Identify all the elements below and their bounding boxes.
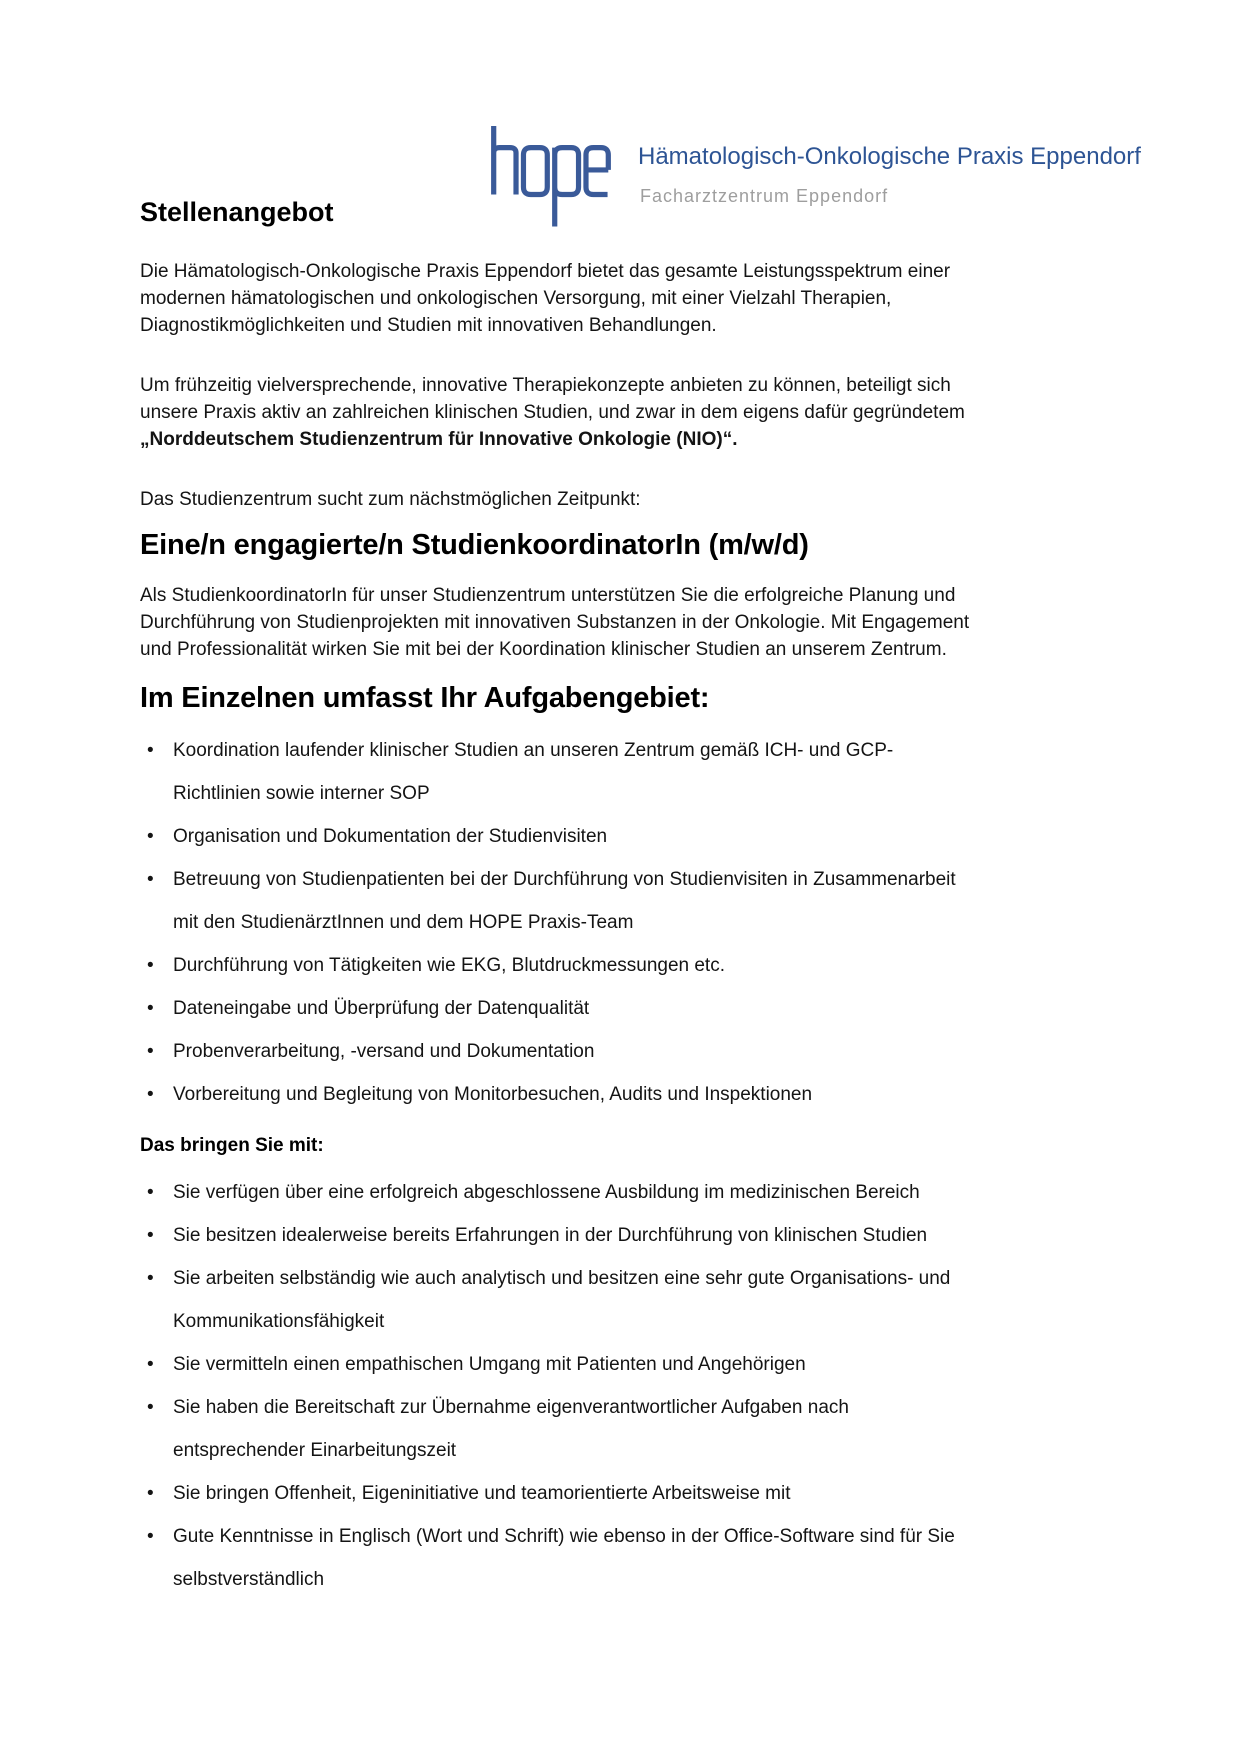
document-body [140, 258, 970, 1601]
profile-list-item: • Sie verfügen über eine erfolgreich abgeschlossene Ausbildung im medizinischen Bereich [140, 1171, 970, 1214]
profile-list-item: • Sie haben die Bereitschaft zur Übernahme eigenverantwortlicher Aufgaben nach entsprechender Einarbeitungszeit [140, 1386, 970, 1472]
profile-list-item: • Sie bringen Offenheit, Eigeninitiative und teamorientierte Arbeitsweise mit [140, 1472, 970, 1515]
position-description: Als StudienkoordinatorIn für unser Studienzentrum unterstützen Sie die erfolgreiche Planung und Durchführung von Studienprojekten mit innovativen Substanzen in der Onkologie. Mit Engagement und Professionalität wirken Sie mit bei der Koordination klinischer Studien an unserem Zentrum. [140, 585, 970, 660]
task-list-item: • Durchführung von Tätigkeiten wie EKG, Blutdruckmessungen etc. [140, 944, 970, 987]
page-header [0, 0, 1240, 258]
task-list-item: • Organisation und Dokumentation der Studienvisiten [140, 815, 970, 858]
task-list-item: • Koordination laufender klinischer Studien an unseren Zentrum gemäß ICH- und GCP-Richtlinien sowie interner SOP [140, 729, 970, 815]
tasks-heading: Im Einzelnen umfasst Ihr Aufgabengebiet: [140, 682, 710, 714]
task-list-item: • Betreuung von Studienpatienten bei der Durchführung von Studienvisiten in Zusammenarbeit mit den StudienärztInnen und dem HOPE Praxis-Team [140, 858, 970, 944]
intro-paragraph-2 [140, 372, 970, 453]
profile-list [140, 1171, 970, 1601]
lead-in-line: Das Studienzentrum sucht zum nächstmöglichen Zeitpunkt: [140, 489, 641, 510]
profile-heading: Das bringen Sie mit: [140, 1135, 324, 1156]
profile-list-item: • Sie besitzen idealerweise bereits Erfahrungen in der Durchführung von klinischen Studien [140, 1214, 970, 1257]
profile-list-item: • Sie vermitteln einen empathischen Umgang mit Patienten und Angehörigen [140, 1343, 970, 1386]
position-heading: Eine/n engagierte/n StudienkoordinatorIn (m/w/d) [140, 529, 809, 561]
intro-paragraph-1: Die Hämatologisch-Onkologische Praxis Eppendorf bietet das gesamte Leistungsspektrum einer modernen hämatologischen und onkologischen Versorgung, mit einer Vielzahl Therapien, Diagnostikmöglichkeiten und Studien mit innovativen Behandlungen. [140, 261, 951, 336]
task-list-item: • Dateneingabe und Überprüfung der Datenqualität [140, 987, 970, 1030]
profile-list-item: • Sie arbeiten selbständig wie auch analytisch und besitzen eine sehr gute Organisations- und Kommunikationsfähigkeit [140, 1257, 970, 1343]
profile-list-item: • Gute Kenntnisse in Englisch (Wort und Schrift) wie ebenso in der Office-Software sind für Sie selbstverständlich [140, 1515, 970, 1601]
company-name: Hämatologisch-Onkologische Praxis Eppendorf [638, 143, 1141, 170]
company-tagline: Facharztzentrum Eppendorf [640, 186, 889, 206]
study-center-name: „Norddeutschem Studienzentrum für Innovative Onkologie (NIO)“. [140, 429, 738, 450]
intro-paragraph-2-text: Um frühzeitig vielversprechende, innovative Therapiekonzepte anbieten zu können, beteiligt sich unsere Praxis aktiv an zahlreichen klinischen Studien, und zwar in dem eigens dafür gegründetem [140, 375, 965, 423]
hope-logo-icon [487, 121, 615, 233]
task-list-item: • Probenverarbeitung, -versand und Dokumentation [140, 1030, 970, 1073]
tasks-list [140, 729, 970, 1116]
page-title: Stellenangebot [140, 197, 334, 227]
task-list-item: • Vorbereitung und Begleitung von Monitorbesuchen, Audits und Inspektionen [140, 1073, 970, 1116]
